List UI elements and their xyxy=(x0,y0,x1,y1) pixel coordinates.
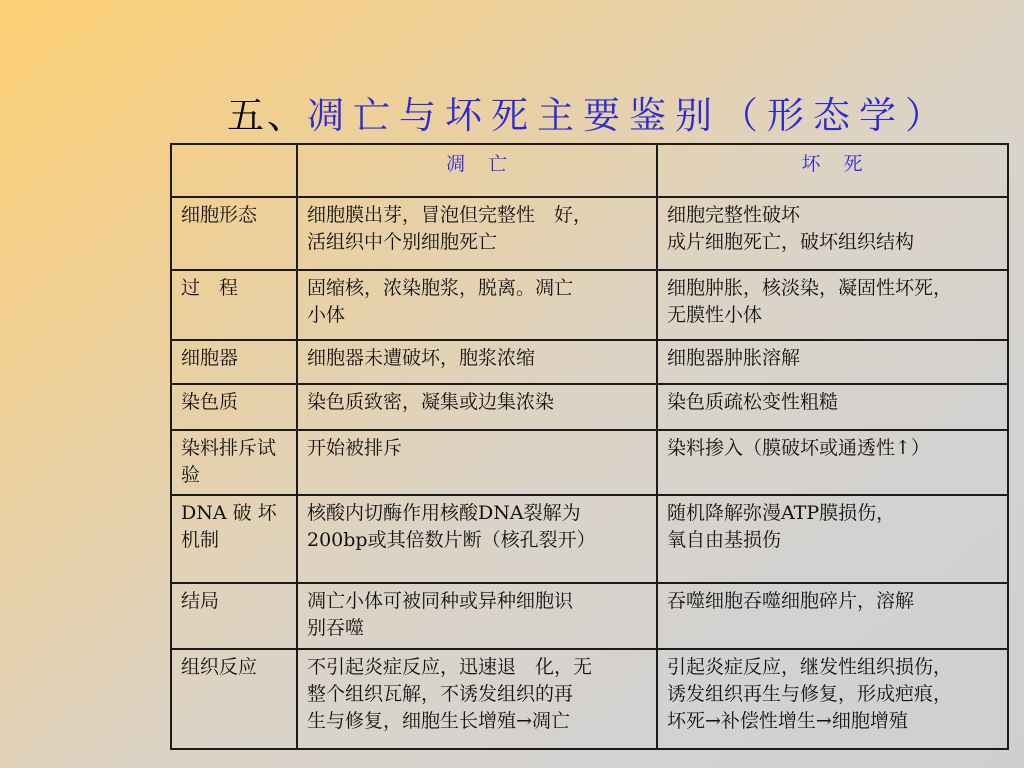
necrosis-text-line: 诱发组织再生与修复，形成疤痕， xyxy=(667,683,953,705)
apoptosis-cell xyxy=(297,495,657,583)
apoptosis-text-line: 小体 xyxy=(307,304,346,326)
necrosis-cell xyxy=(657,583,1008,649)
necrosis-cell xyxy=(657,649,1008,749)
apoptosis-text-line: 生与修复，细胞生长增殖→凋亡 xyxy=(307,710,570,732)
necrosis-text-line: 随机降解弥漫ATP膜损伤， xyxy=(667,502,896,524)
header-cell-blank xyxy=(171,144,297,197)
apoptosis-text-line: 别吞噬 xyxy=(307,617,365,639)
slide-title-number: 五、 xyxy=(227,94,307,137)
necrosis-cell xyxy=(657,270,1008,340)
row-label: 染色质 xyxy=(171,384,297,430)
apoptosis-text-line: 200bp或其倍数片断（核孔裂开） xyxy=(307,529,596,551)
row-label: 细胞器 xyxy=(171,340,297,384)
apoptosis-cell xyxy=(297,384,657,430)
apoptosis-text-line: 不引起炎症反应，迅速退 化，无 xyxy=(307,656,593,678)
table-row xyxy=(171,495,1008,583)
apoptosis-cell xyxy=(297,649,657,749)
necrosis-text-line: 细胞器肿胀溶解 xyxy=(667,347,801,369)
apoptosis-text-line: 染色质致密，凝集或边集浓染 xyxy=(307,391,555,413)
necrosis-text-line: 细胞完整性破坏 xyxy=(667,204,801,226)
necrosis-text-line: 吞噬细胞吞噬细胞碎片，溶解 xyxy=(667,590,915,612)
apoptosis-text-line: 固缩核，浓染胞浆，脱离。凋亡 xyxy=(307,277,574,299)
row-label: 染料排斥试验 xyxy=(171,430,297,495)
row-label: 结局 xyxy=(171,583,297,649)
necrosis-text-line: 成片细胞死亡，破坏组织结构 xyxy=(667,231,915,253)
apoptosis-cell xyxy=(297,430,657,495)
necrosis-text-line: 染料掺入（膜破坏或通透性↑） xyxy=(667,437,930,459)
header-cell-necrosis: 坏 死 xyxy=(657,144,1008,197)
comparison-table xyxy=(170,143,1009,750)
table-row xyxy=(171,340,1008,384)
necrosis-text-line: 细胞肿胀，核淡染，凝固性坏死， xyxy=(667,277,953,299)
table-row xyxy=(171,583,1008,649)
apoptosis-cell xyxy=(297,270,657,340)
necrosis-cell xyxy=(657,340,1008,384)
table-row xyxy=(171,384,1008,430)
necrosis-text-line: 引起炎症反应，继发性组织损伤， xyxy=(667,656,953,678)
necrosis-cell xyxy=(657,197,1008,270)
necrosis-text-line: 无膜性小体 xyxy=(667,304,763,326)
apoptosis-cell xyxy=(297,340,657,384)
apoptosis-text-line: 细胞膜出芽，冒泡但完整性 好， xyxy=(307,204,593,226)
header-cell-apoptosis: 凋 亡 xyxy=(297,144,657,197)
apoptosis-text-line: 核酸内切酶作用核酸DNA裂解为 xyxy=(307,502,581,524)
necrosis-cell xyxy=(657,430,1008,495)
necrosis-cell xyxy=(657,384,1008,430)
row-label: 过 程 xyxy=(171,270,297,340)
table-row xyxy=(171,430,1008,495)
apoptosis-text-line: 细胞器未遭破坏，胞浆浓缩 xyxy=(307,347,536,369)
apoptosis-text-line: 活组织中个别细胞死亡 xyxy=(307,231,498,253)
table-row xyxy=(171,649,1008,749)
row-label: 细胞形态 xyxy=(171,197,297,270)
row-label: DNA 破 坏 机制 xyxy=(171,495,297,583)
necrosis-text-line: 氧自由基损伤 xyxy=(667,529,782,551)
slide-title xyxy=(227,90,951,142)
necrosis-cell xyxy=(657,495,1008,583)
apoptosis-text-line: 整个组织瓦解，不诱发组织的再 xyxy=(307,683,574,705)
apoptosis-text-line: 凋亡小体可被同种或异种细胞识 xyxy=(307,590,574,612)
slide-title-text: 凋亡与坏死主要鉴别（形态学） xyxy=(307,94,951,137)
row-label: 组织反应 xyxy=(171,649,297,749)
table-row xyxy=(171,197,1008,270)
necrosis-text-line: 染色质疏松变性粗糙 xyxy=(667,391,839,413)
apoptosis-cell xyxy=(297,583,657,649)
necrosis-text-line: 坏死→补偿性增生→细胞增殖 xyxy=(667,710,908,732)
table-row xyxy=(171,270,1008,340)
table-header-row xyxy=(171,144,1008,197)
apoptosis-cell xyxy=(297,197,657,270)
apoptosis-text-line: 开始被排斥 xyxy=(307,437,403,459)
